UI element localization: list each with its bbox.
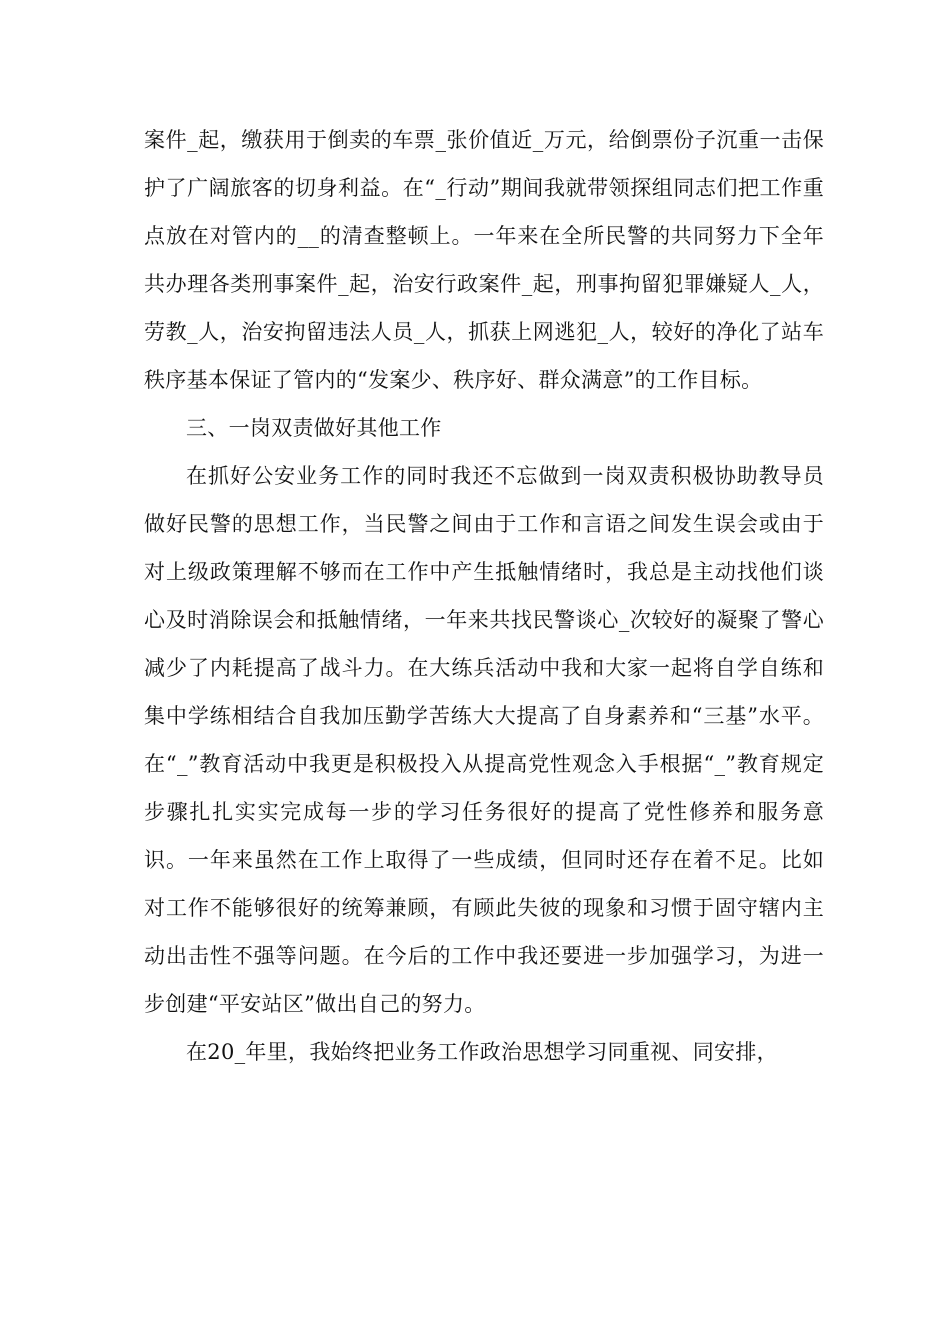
paragraph-1: 案件_起，缴获用于倒卖的车票_张价值近_万元，给倒票份子沉重一击保护了广阔旅客的切身利益。在“_行动”期间我就带领探组同志们把工作重点放在对管内的__的清查整顿上。一年来在全所民警的共同努力下全年共办理各类刑事案件_起，治安行政案件_起，刑事拘留犯罪嫌疑人_人，劳教_人，治安拘留违法人员_人，抓获上网逃犯_人，较好的净化了站车秩序基本保证了管内的“发案少、秩序好、群众满意”的工作目标。 [144,128,824,392]
paragraph-2: 在抓好公安业务工作的同时我还不忘做到一岗双责积极协助教导员做好民警的思想工作，当民警之间由于工作和言语之间发生误会或由于对上级政策理解不够而在工作中产生抵触情绪时，我总是主动找他们谈心及时消除误会和抵触情绪，一年来共找民警谈心_次较好的凝聚了警心减少了内耗提高了战斗力。在大练兵活动中我和大家一起将自学自练和集中学练相结合自我加压勤学苦练大大提高了自身素养和“三基”水平。在“_”教育活动中我更是积极投入从提高党性观念入手根据“_”教育规定步骤扎扎实实完成每一步的学习任务很好的提高了党性修养和服务意识。一年来虽然在工作上取得了一些成绩，但同时还存在着不足。比如对工作不能够很好的统筹兼顾，有顾此失彼的现象和习惯于固守辖内主动出击性不强等问题。在今后的工作中我还要进一步加强学习，为进一步创建“平安站区”做出自己的努力。 [144,464,824,1016]
section-heading: 三、一岗双责做好其他工作 [186,416,442,440]
paragraph-3: 在20_年里，我始终把业务工作政治思想学习同重视、同安排， [186,1040,778,1064]
document-body [144,116,824,1076]
